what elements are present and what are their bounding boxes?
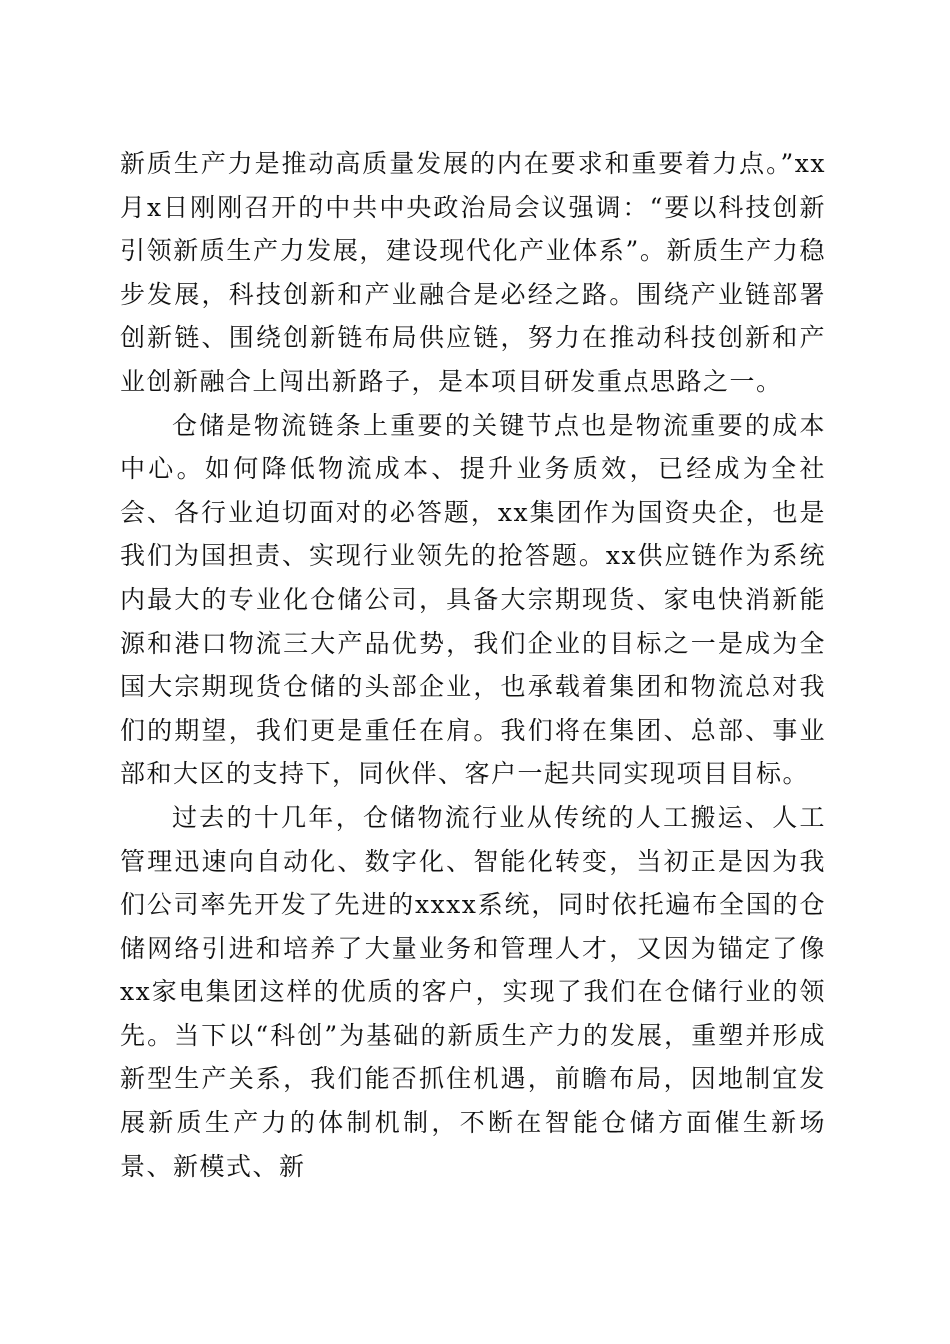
paragraph-3: 过去的十几年，仓储物流行业从传统的人工搬运、人工管理迅速向自动化、数字化、智能化转变，当初正是因为我们公司率先开发了先进的xxxx系统，同时依托遍布全国的仓储网络引进和培养了大量业务和管理人才，又因为锚定了像xx家电集团这样的优质的客户，实现了我们在仓储行业的领先。当下以“科创”为基础的新质生产力的发展，重塑并形成新型生产关系，我们能否抓住机遇，前瞻布局，因地制宜发展新质生产力的体制机制，不断在智能仓储方面催生新场景、新模式、新	[120, 802, 826, 1181]
paragraph-2: 仓储是物流链条上重要的关键节点也是物流重要的成本中心。如何降低物流成本、提升业务质效，已经成为全社会、各行业迫切面对的必答题，xx集团作为国资央企，也是我们为国担责、实现行业领先的抢答题。xx供应链作为系统内最大的专业化仓储公司，具备大宗期现货、家电快消新能源和港口物流三大产品优势，我们企业的目标之一是成为全国大宗期现货仓储的头部企业，也承载着集团和物流总对我们的期望，我们更是重任在肩。我们将在集团、总部、事业部和大区的支持下，同伙伴、客户一起共同实现项目目标。	[120, 410, 826, 789]
paragraph-1: 新质生产力是推动高质量发展的内在要求和重要着力点。”xx月x日刚刚召开的中共中央政治局会议强调：“要以科技创新引领新质生产力发展，建设现代化产业体系”。新质生产力稳步发展，科技创新和产业融合是必经之路。围绕产业链部署创新链、围绕创新链布局供应链，努力在推动科技创新和产业创新融合上闯出新路子，是本项目研发重点思路之一。	[120, 149, 826, 396]
document-body	[120, 142, 826, 1188]
